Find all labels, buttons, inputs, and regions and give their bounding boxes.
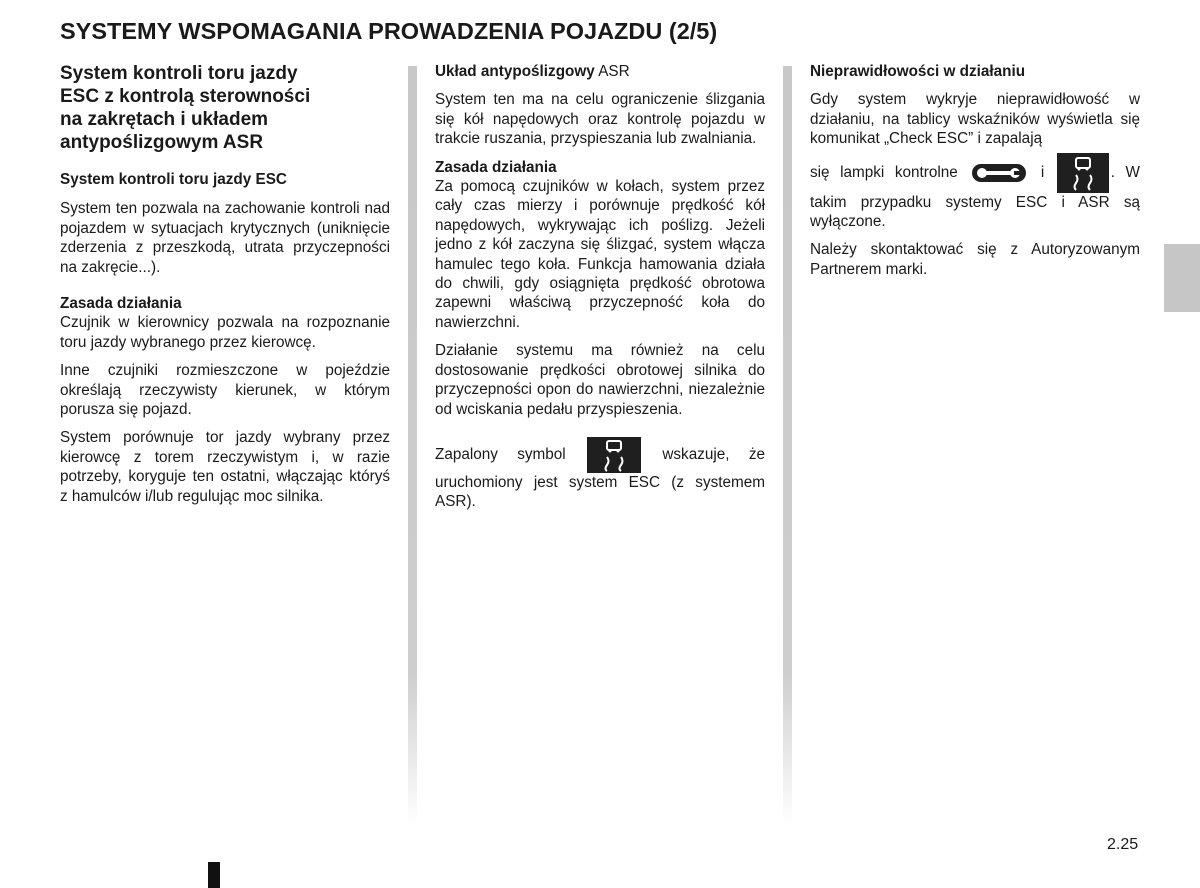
paragraph-engine-speed: Działanie systemu ma również na celu dostosowanie prędkości obrotowej silnika do przyczepności opon do nawierzchni, niezależnie od wciskania pedału przyspieszenia.: [435, 342, 765, 418]
page-number: 2.25: [1107, 836, 1139, 853]
subheading-malfunctions: Nieprawidłowości w działaniu: [810, 63, 1026, 80]
service-wrench-icon: [972, 164, 1026, 182]
subheading-operating-principle: Zasada działania: [60, 295, 182, 313]
symbol-lit-text-before: Zapalony symbol: [435, 445, 586, 463]
page-title: SYSTEMY WSPOMAGANIA PROWADZENIA POJAZDU (2/5): [60, 18, 718, 44]
paragraph-other-sensors: Inne czujniki rozmieszczone w pojeździe określają rzeczywisty kierunek, w którym porusza się pojazd.: [60, 362, 390, 419]
paragraph-warning-lamps: [810, 153, 1140, 232]
paragraph-wheel-sensors: Za pomocą czujników w kołach, system przez cały czas mierzy i porównuje prędkość kół napędowych, wykrywając ich poślizg. Jeżeli jedno z kół zaczyna się ślizgać, system włącza hamulec tego koła. Funkcja hamowania działa do chwili, gdy osiągnięta prędkość obrotowa zapewni właściwą przyczepność koła do nawierzchni.: [435, 178, 765, 331]
section-heading-line: na zakrętach i układem: [60, 109, 269, 130]
paragraph-steering-sensor: Czujnik w kierownicy pozwala na rozpoznanie toru jazdy wybranego przez kierowcę.: [60, 314, 390, 351]
subheading-esc: System kontroli toru jazdy ESC: [60, 171, 287, 188]
paragraph-esc-intro: System ten pozwala na zachowanie kontroli nad pojazdem w sytuacjach krytycznych (uniknięcie zderzenia z przeszkodą, utrata przyczepności na zakręcie...).: [60, 200, 390, 276]
right-column: [810, 62, 1140, 288]
chapter-tab-marker: [1164, 244, 1200, 312]
esc-skid-warning-icon: [587, 437, 641, 473]
section-heading-line: ESC z kontrolą sterowności: [60, 86, 311, 107]
warning-lamps-text-mid: i: [1030, 163, 1055, 181]
left-column: [60, 62, 390, 515]
symbol-lit-text-after: wskazuje, że uruchomiony jest system ESC (z systemem ASR).: [435, 445, 765, 511]
paragraph-asr-intro: System ten ma na celu ograniczenie ślizgania się kół napędowych oraz kontrolę pojazdu w trakcie ruszania, przyspieszania lub zwalniania.: [435, 91, 765, 148]
paragraph-system-compare: System porównuje tor jazdy wybrany przez kierowcę z torem rzeczywistym i, w razie potrzeby, koryguje ten ostatni, włączając któryś z hamulców i/lub regulując moc silnika.: [60, 429, 390, 505]
subheading-operating-principle: Zasada działania: [435, 158, 557, 176]
section-heading: [60, 62, 390, 154]
warning-lamps-text-before: się lampki kontrolne: [810, 163, 969, 181]
esc-skid-warning-icon: [1057, 153, 1109, 193]
warning-lamps-text-after: . W takim przypadku systemy ESC i ASR są wyłączone.: [810, 163, 1140, 231]
paragraph-contact-partner: Należy skontaktować się z Autoryzowanym Partnerem marki.: [810, 241, 1140, 278]
middle-column: [435, 62, 765, 521]
section-heading-line: antypoślizgowym ASR: [60, 132, 264, 153]
section-heading-line: System kontroli toru jazdy: [60, 63, 298, 84]
crop-mark: [208, 862, 220, 888]
subheading-asr-rest: ASR: [594, 63, 630, 80]
column-separator-left: [408, 66, 417, 826]
column-separator-right: [783, 66, 792, 826]
subheading-asr-bold: Układ antypoślizgowy: [435, 63, 595, 80]
paragraph-malfunction-detected: Gdy system wykryje nieprawidłowość w działaniu, na tablicy wskaźników wyświetla się komunikat „Check ESC” i zapalają: [810, 91, 1140, 148]
paragraph-symbol-lit: [435, 437, 765, 512]
subheading-asr: [435, 62, 765, 81]
